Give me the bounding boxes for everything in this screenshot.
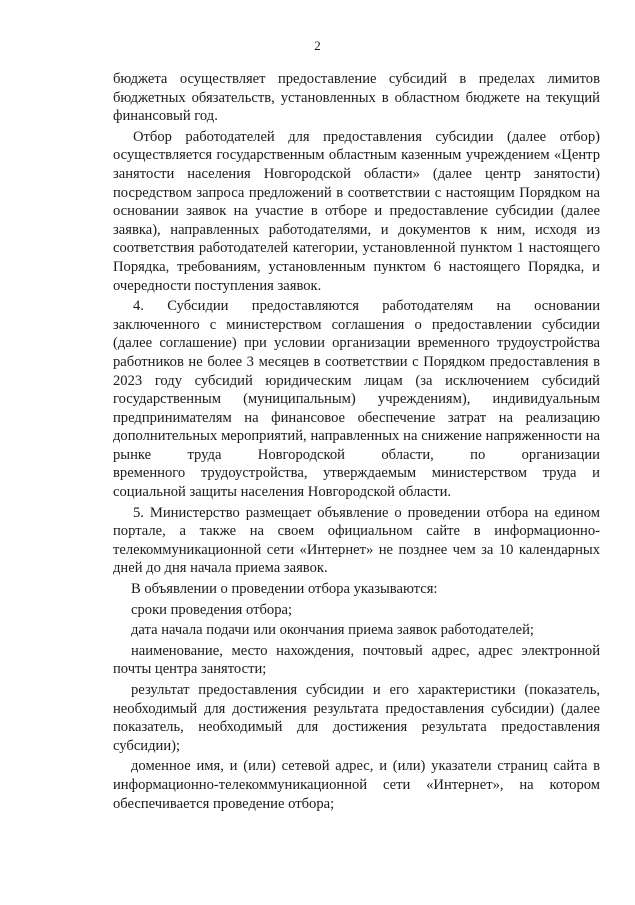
paragraph-b4: [113, 580, 600, 599]
text-line: дополнительных мероприятий, направленных на снижение напряженности на: [113, 428, 600, 445]
text-line: наименование, место нахождения, почтовый адрес, адрес электронной: [131, 642, 600, 659]
paragraph-b6: [113, 621, 600, 640]
paragraph-b0: [113, 70, 600, 126]
text-line: почты центра занятости;: [113, 661, 267, 678]
paragraph-b3: [113, 504, 600, 578]
text-line: дата начала подачи или окончания приема заявок работодателей;: [131, 622, 534, 639]
text-line: занятости населения Новгородской области» (далее центр занятости): [113, 165, 600, 182]
text-line: В объявлении о проведении отбора указываются:: [131, 581, 438, 598]
text-line: 5. Министерство размещает объявление о проведении отбора на едином: [133, 504, 600, 521]
text-line: результат предоставления субсидии и его характеристики (показатель,: [131, 682, 600, 698]
text-line: финансовый год.: [113, 108, 218, 125]
text-line: обеспечивается проведение отбора;: [113, 795, 335, 812]
text-line: Порядка, требованиям, установленным пунктом 6 настоящего Порядка, и: [113, 258, 600, 275]
text-line: временного трудоустройства, утверждаемым министерством труда и: [113, 465, 600, 482]
paragraph-b5: [113, 601, 600, 620]
text-line: необходимый для достижения результата предоставления субсидии) (далее: [113, 700, 600, 717]
text-line: рынке труда Новгородской области, по организации: [113, 446, 600, 463]
text-line: государственным (муниципальным) учреждениям), индивидуальным: [113, 391, 600, 408]
text-line: Отбор работодателей для предоставления субсидии (далее отбор): [133, 128, 600, 145]
text-line: сроки проведения отбора;: [131, 601, 293, 618]
text-line: 2023 году субсидий юридическим лицам (за исключением субсидий: [113, 372, 600, 389]
text-line: (далее соглашение) при условии организации временного трудоустройства: [113, 335, 600, 352]
text-line: предпринимателям на финансовое обеспечение затрат на реализацию: [113, 409, 600, 426]
text-line: субсидии);: [113, 737, 181, 754]
paragraph-b8: [113, 681, 600, 755]
text-line: заключенного с министерством соглашения о предоставлении субсидии: [113, 316, 600, 333]
page-number: 2: [314, 38, 321, 53]
text-line: показатель, необходимый для достижения результата предоставления: [113, 719, 600, 736]
paragraph-b7: [113, 642, 600, 679]
text-line: информационно-телекоммуникационной сети «Интернет», на котором: [113, 776, 600, 793]
text-line: бюджетных обязательств, установленных в областном бюджете на текущий: [113, 89, 600, 106]
text-line: очередности поступления заявок.: [113, 277, 322, 294]
text-line: соответствия работодателей категории, установленной пунктом 1 настоящего: [113, 240, 600, 257]
text-line: основании заявок на участие в отборе и предоставление субсидии (далее: [113, 203, 600, 220]
text-line: осуществляется государственным областным казенным учреждением «Центр: [113, 147, 600, 164]
text-line: доменное имя, и (или) сетевой адрес, и (или) указатели страниц сайта в: [131, 758, 600, 775]
paragraph-b1: [113, 128, 600, 295]
text-line: 4. Субсидии предоставляются работодателям на основании: [133, 298, 600, 315]
text-line: дней до дня начала приема заявок.: [113, 560, 328, 577]
text-line: бюджета осуществляет предоставление субсидий в пределах лимитов: [113, 71, 600, 87]
text-line: работников не более 3 месяцев в соответствии с Порядком предоставления в: [113, 353, 600, 370]
paragraph-b9: [113, 757, 600, 813]
text-line: посредством запроса предложений в соответствии с настоящим Порядком на: [113, 184, 600, 201]
text-line: заявка), направленных работодателями, и документов к ним, исходя из: [113, 221, 600, 238]
text-line: телекоммуникационной сети «Интернет» не позднее чем за 10 календарных: [113, 541, 600, 558]
paragraph-b2: [113, 297, 600, 502]
text-line: социальной защиты населения Новгородской области.: [113, 484, 452, 501]
text-line: портале, а также на своем официальном сайте в информационно-: [113, 523, 600, 540]
document-body: [113, 70, 600, 813]
